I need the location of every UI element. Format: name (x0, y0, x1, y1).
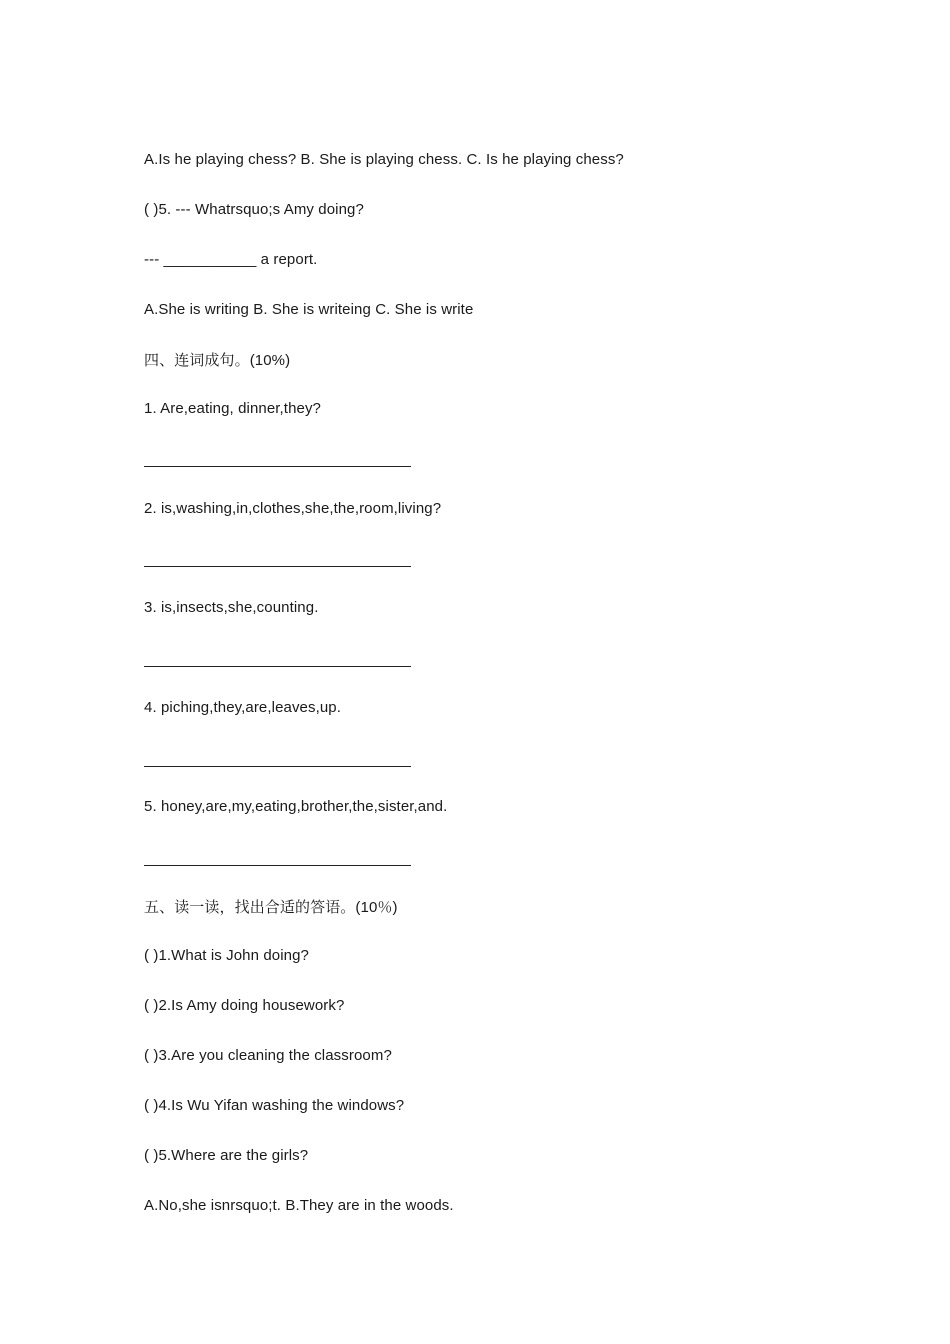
answer-line-4 (144, 766, 411, 767)
answer-line-2 (144, 566, 411, 567)
match-question-5: ( )5.Where are the girls? (144, 1147, 309, 1164)
reorder-question-2: 2. is,washing,in,clothes,she,the,room,living? (144, 500, 442, 517)
section4-title: 四、连词成句。 (144, 351, 250, 369)
section4-heading (144, 350, 290, 371)
answer-line-5 (144, 865, 411, 866)
match-question-2: ( )2.Is Amy doing housework? (144, 997, 345, 1014)
question5-prompt: ( )5. --- Whatrsquo;s Amy doing? (144, 201, 364, 218)
match-question-4: ( )4.Is Wu Yifan washing the windows? (144, 1097, 405, 1114)
section5-heading (144, 897, 398, 918)
section5-title: 五、读一读，找出合适的答语。 (144, 898, 356, 916)
reorder-question-3: 3. is,insects,she,counting. (144, 599, 319, 616)
reorder-question-1: 1. Are,eating, dinner,they? (144, 400, 321, 417)
answer-line-1 (144, 466, 411, 467)
question5-answer-blank: --- ___________ a report. (144, 251, 318, 268)
section4-score: (10%) (249, 352, 291, 369)
question4-options: A.Is he playing chess? B. She is playing chess. C. Is he playing chess? (144, 151, 624, 168)
match-answers: A.No,she isnrsquo;t. B.They are in the woods. (144, 1197, 454, 1214)
reorder-question-4: 4. piching,they,are,leaves,up. (144, 699, 342, 716)
question5-options: A.She is writing B. She is writeing C. She is write (144, 301, 474, 318)
reorder-question-5: 5. honey,are,my,eating,brother,the,sister,and. (144, 798, 448, 815)
match-question-1: ( )1.What is John doing? (144, 947, 309, 964)
match-question-3: ( )3.Are you cleaning the classroom? (144, 1047, 392, 1064)
section5-score: (10％) (355, 899, 398, 916)
answer-line-3 (144, 666, 411, 667)
